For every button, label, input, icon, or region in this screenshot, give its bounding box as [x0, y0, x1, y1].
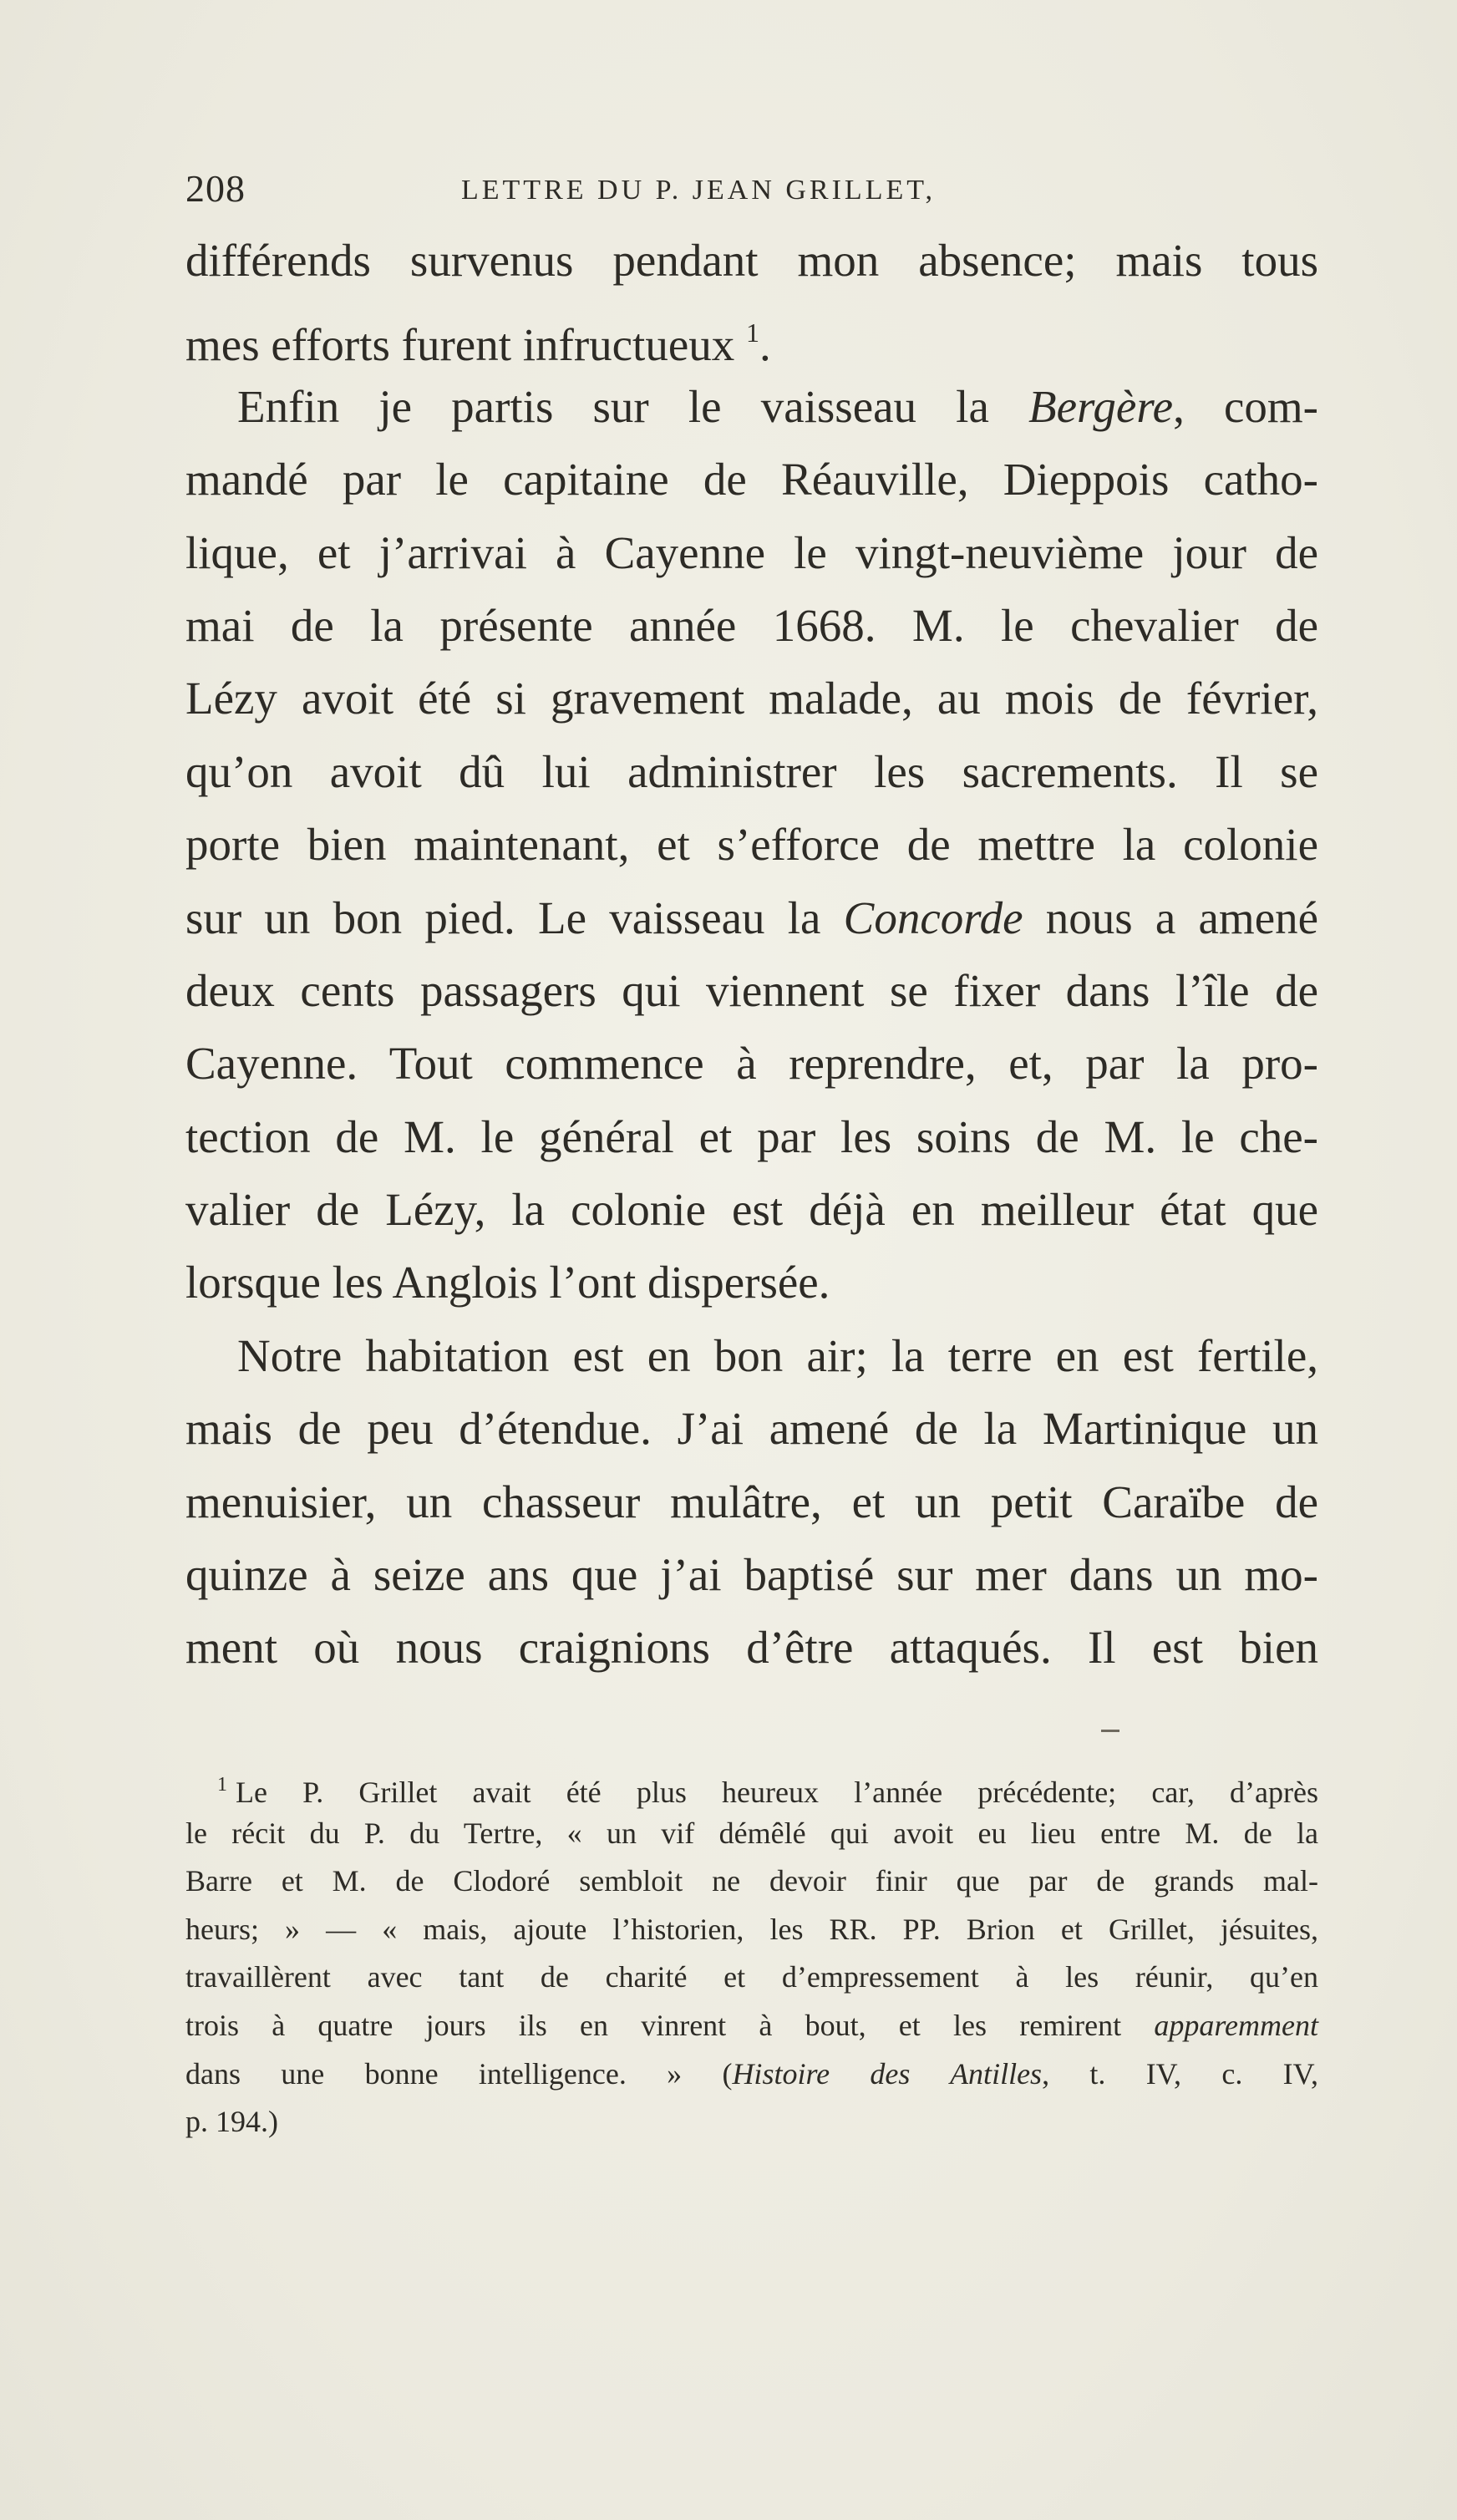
- text-segment: Enfin je partis sur le vaisseau la: [237, 380, 989, 432]
- text-line: deux cents passagers qui viennent se fixer dans l’île de: [185, 964, 1318, 1016]
- text-segment: nous a amené: [1045, 892, 1319, 943]
- footnote-line: p. 194.): [185, 2105, 278, 2139]
- footnote-line: le récit du P. du Tertre, « un vif démêlé qui avoit eu lieu entre M. de la: [185, 1816, 1318, 1850]
- text-line: qu’on avoit dû lui administrer les sacrements. Il se: [185, 745, 1318, 797]
- footnote-line: [185, 2050, 1318, 2099]
- main-text: [185, 224, 1318, 1684]
- ship-name: Bergère: [1028, 380, 1174, 432]
- text-segment: Le P. Grillet avait été plus heureux l’année précédente; car, d’après: [236, 1776, 1318, 1809]
- page-header: [185, 164, 1318, 214]
- text-segment: mes efforts furent infructueux: [185, 319, 735, 371]
- text-line: différends survenus pendant mon absence; mais tous: [185, 235, 1318, 286]
- italic-word: apparemment: [1154, 2008, 1319, 2042]
- text-segment: dans une bonne intelligence. » (: [185, 2056, 733, 2091]
- text-line: [185, 881, 1318, 954]
- ship-name: Concorde: [843, 892, 1023, 943]
- text-line: tection de M. le général et par les soins de M. le che-: [185, 1110, 1318, 1162]
- text-segment: , com-: [1173, 380, 1318, 432]
- footnote-reference: 1: [745, 318, 759, 348]
- text-segment: sur un bon pied. Le vaisseau la: [185, 892, 821, 943]
- text-line: valier de Lézy, la colonie est déjà en meilleur état que: [185, 1184, 1318, 1236]
- page-number: 208: [185, 167, 246, 210]
- text-line: menuisier, un chasseur mulâtre, et un petit Caraïbe de: [185, 1476, 1318, 1527]
- footnote-line: Barre et M. de Clodoré sembloit ne devoir finir que par de grands mal-: [185, 1864, 1318, 1898]
- text-line: mais de peu d’étendue. J’ai amené de la Martinique un: [185, 1403, 1318, 1455]
- text-line: ment où nous craignions d’être attaqués. Il est bien: [185, 1622, 1318, 1674]
- text-segment: .: [759, 319, 771, 371]
- footnote-line: heurs; » — « mais, ajoute l’historien, les RR. PP. Brion et Grillet, jésuites,: [185, 1912, 1318, 1946]
- text-line: quinze à seize ans que j’ai baptisé sur mer dans un mo-: [185, 1549, 1318, 1601]
- text-line: [185, 370, 1318, 443]
- book-title: Histoire des Antilles: [732, 2056, 1043, 2091]
- text-line: Lézy avoit été si gravement malade, au mois de février,: [185, 673, 1318, 724]
- text-line: mandé par le capitaine de Réauville, Dieppois catho-: [185, 454, 1318, 506]
- footnote-separator: [1101, 1730, 1119, 1732]
- text-line: Cayenne. Tout commence à reprendre, et, par la pro-: [185, 1038, 1318, 1090]
- footnote-line: travaillèrent avec tant de charité et d’empressement à les réunir, qu’en: [185, 1960, 1318, 1994]
- footnote-line: [185, 1761, 1318, 1810]
- text-line: lique, et j’arrivai à Cayenne le vingt-neuvième jour de: [185, 526, 1318, 578]
- footnote-marker: 1: [217, 1774, 227, 1796]
- text-line: lorsque les Anglois l’ont dispersée.: [185, 1257, 830, 1308]
- running-title: LETTRE DU P. JEAN GRILLET,: [461, 175, 936, 206]
- text-segment: , t. IV, c. IV,: [1042, 2056, 1318, 2091]
- text-line: porte bien maintenant, et s’efforce de mettre la colonie: [185, 819, 1318, 871]
- footnote-line: [185, 2002, 1318, 2050]
- text-line: Notre habitation est en bon air; la terre en est fertile,: [237, 1329, 1318, 1381]
- text-line: mai de la présente année 1668. M. le chevalier de: [185, 599, 1318, 651]
- text-segment: trois à quatre jours ils en vinrent à bout, et les remirent: [185, 2008, 1122, 2042]
- text-line: [185, 297, 1318, 369]
- footnote: [185, 1761, 1318, 2147]
